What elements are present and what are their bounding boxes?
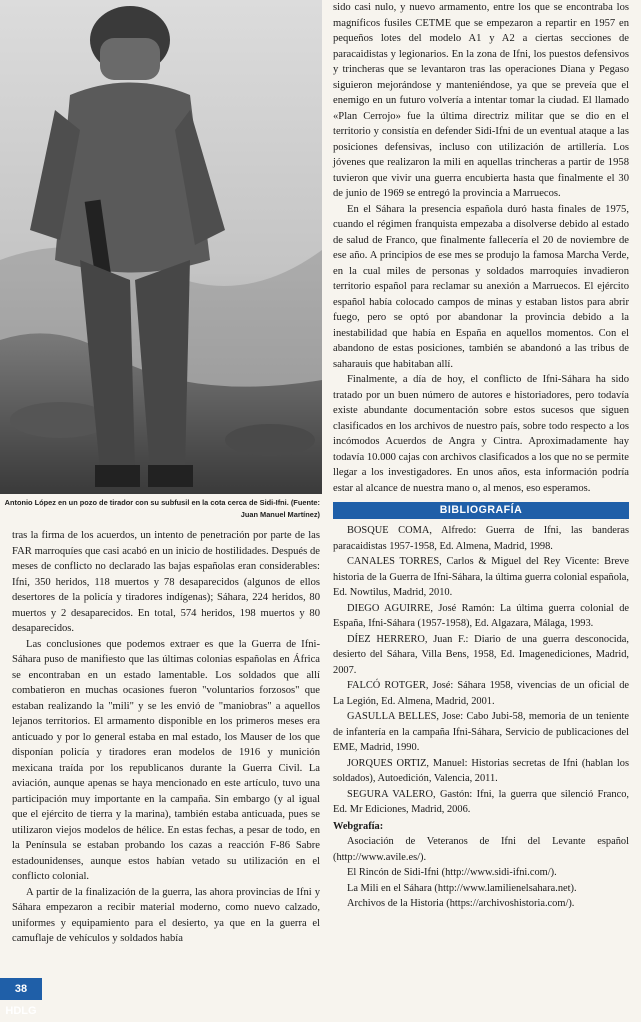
bibliography-entry: GASULLA BELLES, Jose: Cabo Jubi-58, memoria de un teniente de infantería en la campaña Ifni-Sáhara, Servicio de publicaciones del EME, Madrid, 1990.	[333, 711, 629, 753]
paragraph: Finalmente, a día de hoy, el conflicto de Ifni-Sáhara ha sido tratado por un buen número de autores e historiadores, pero todavía existe abundante documentación sobre estos sucesos que siguen clasificados en los archivos de nuestro país, sobre todo respecto a los incómodos Acuerdos de Angra y Cintra. Aproximadamente hay todavía 10.000 cajas con archivos clasificados a los que no se permite llegar a los investigadores. En unos años, esta información podría estar al alcance de nuestra mano o, al menos, eso esperamos.	[333, 374, 629, 494]
page-number-badge	[0, 978, 42, 1017]
right-column	[333, 0, 629, 912]
bibliography-header: BIBLIOGRAFÍA	[333, 502, 629, 519]
webgrafia-entry[interactable]: El Rincón de Sidi-Ifni (http://www.sidi-ifni.com/).	[347, 867, 557, 878]
paragraph: En el Sáhara la presencia española duró hasta finales de 1975, cuando el régimen franquista empezaba a disolverse debido al estado de salud de Franco, que finalmente fallecería el 20 de noviembre de ese año. A principios de ese mes se produjo la famosa Marcha Verde, en la cual miles de personas y soldados marroquíes invadieron territorio español para reclamar su anexión a Marruecos. El ejército español había colocado campos de minas y estaban listos para abrir fuego, pero se optó por abandonar la provincia debido a la inestabilidad que había en España en aquellos momentos. Con el abandono de estas posiciones, también se abandonó a las tribus de saharauis que habitaban allí.	[333, 203, 629, 370]
left-column	[12, 528, 320, 947]
soldier-photo	[0, 0, 322, 494]
webgrafia-entry[interactable]: Asociación de Veteranos de Ifni del Levante español (http://www.avile.es/).	[333, 836, 629, 863]
paragraph: A partir de la finalización de la guerra, las ahora provincias de Ifni y Sáhara empezaron a recibir material moderno, como nuevo calzado, uniformes y equipamiento para el desierto, ya que en la guerra el camuflaje de vehículos y soldados había	[12, 886, 320, 944]
paragraph: tras la firma de los acuerdos, un intento de penetración por parte de las FAR marroquíes que casi acabó en un inicio de hostilidades. Después de meses de conflicto no declarado las bajas españolas eran considerables: Ifni, 350 heridos, 118 muertos y 78 desaparecidos (algunos de ellos desertores de la policía y tiradores indígenas); Sáhara, 224 heridos, 80 muertos y 2 desaparecidos. En total, 574 heridos, 198 muertos y 80 desaparecidos.	[12, 530, 320, 634]
paragraph: sido casi nulo, y nuevo armamento, entre los que se encontraba los magníficos fusiles CETME que se empezaron a repartir en 1957 en pequeños lotes del modelo A1 y A2 a ciertas secciones de paracaidistas y legionarios. En la zona de Ifni, los puestos defensivos y trincheras que se levantaron tras las operaciones Diana y Pegaso siguieron mejorándose y manteniéndose, ya que se preveía que el enemigo en un futuro volvería a intentar tomar la ciudad. El llamado «Plan Cerrojo» fue la última directriz militar que se dio en el territorio y consistía en defender Sidi-Ifni de un eventual ataque a las posiciones defensivas, incluso con utilización de artillería. Los jóvenes que realizaron la mili en aquellas trincheras a partir de 1958 tuvieron que vivir una guerra encubierta hasta que finalmente el 30 de junio de 1969 se entregó la provincia a Marruecos.	[333, 2, 629, 199]
bibliography-entry: SEGURA VALERO, Gastón: Ifni, la guerra que silenció Franco, Ed. Mr Ediciones, Madrid, 2006.	[333, 788, 629, 815]
photo-caption: Antonio López en un pozo de tirador con su subfusil en la cota cerca de Sidi-Ifni. (Fuente: Juan Manuel Martínez)	[4, 498, 320, 519]
paragraph: Las conclusiones que podemos extraer es que la Guerra de Ifni-Sáhara puso de manifiesto que las últimas colonias españolas en África se encontraban en un estado lamentable. Los soldados que allí combatieron en muchas ocasiones fueron "voluntarios forzosos" que estaban realizando la "mili" y se les envió de "maniobras" a aquellos lejanos territorios. El armamento disponible en los primeros meses era anticuado y por lo general estaba en mal estado, los Mauser de los que disponían policía y tiradores eran modelos de 1916 y munición mexicana traída por los republicanos durante la Guerra Civil. La aviación, aunque apenas se haya mencionado en este artículo, tuvo una participación muy importante en la campaña. Sin embargo (y al igual que el ejército de tierra y la marina), también estaba anticuada, pues se utilizaron viejos modelos de hélice. En estas fechas, a pesar de todo, en la Península se estaban probando los cazas a reacción F-86 Sabre estadounidenses, aunque estos habían vetado su utilización en el conflicto colonial.	[12, 638, 320, 882]
webgrafia-title: Webgrafía:	[333, 820, 384, 832]
bibliography-entry: DIEGO AGUIRRE, José Ramón: La última guerra colonial de España, Ifni-Sáhara (1957-1958), Ed. Algazara, Málaga, 1993.	[333, 602, 629, 629]
page-number: 38	[14, 983, 28, 995]
bibliography-list	[333, 523, 629, 912]
bibliography-entry: JORQUES ORTIZ, Manuel: Historias secretas de Ifni (hablan los soldados), Autoedición, Valencia, 2011.	[333, 757, 629, 784]
bibliography-entry: FALCÓ ROTGER, José: Sáhara 1958, vivencias de un oficial de La Legión, Ed. Almena, Madrid, 2001.	[333, 680, 629, 707]
brand-logo: HDLG	[5, 1005, 37, 1017]
bibliography-entry: DÍEZ HERRERO, Juan F.: Diario de una guerra desconocida, desierto del Sáhara, Villa Bens, 1958, Ed. Imagenediciones, Madrid, 2007.	[333, 633, 629, 676]
page-footer	[0, 978, 70, 1017]
bibliography-entry: BOSQUE COMA, Alfredo: Guerra de Ifni, las banderas paracaidistas 1957-1958, Ed. Almena, Madrid, 1998.	[333, 525, 629, 552]
bibliography-entry: CANALES TORRES, Carlos & Miguel del Rey Vicente: Breve historia de la Guerra de Ifni-Sáhara, la última guerra colonial española, Ed. Nowtilus, Madrid, 2010.	[333, 556, 629, 598]
webgrafia-entry[interactable]: La Mili en el Sáhara (http://www.lamilienelsahara.net).	[347, 882, 577, 894]
webgrafia-entry[interactable]: Archivos de la Historia (https://archivoshistoria.com/).	[347, 898, 575, 909]
